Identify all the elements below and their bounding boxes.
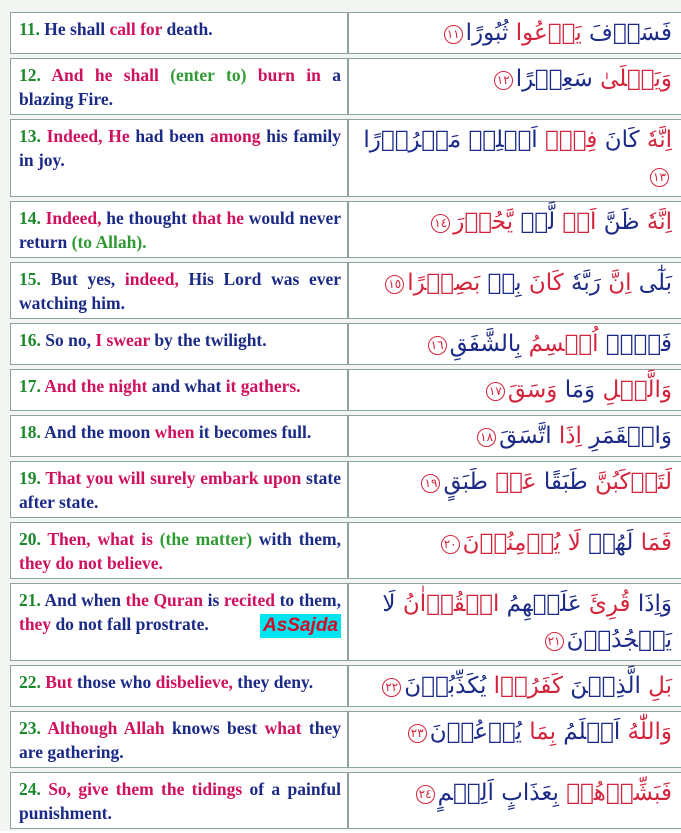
english-translation — [10, 323, 348, 365]
arabic-word: لَا — [382, 591, 396, 617]
arabic-word: اَنۡ — [555, 209, 597, 235]
translation-segment: is — [207, 590, 224, 610]
arabic-word: يُوۡعُوۡنَ — [429, 719, 522, 745]
arabic-word: اِذَا — [551, 423, 582, 449]
arabic-word: ظَنَّ — [596, 209, 640, 235]
verse-number: 21. — [19, 590, 45, 610]
english-translation — [10, 119, 348, 197]
translation-segment: when — [154, 422, 199, 442]
arabic-word: كَفَرُوۡا — [486, 673, 563, 699]
arabic-word: لَهُمۡ — [580, 530, 634, 556]
arabic-word: سَعِيۡرًا — [515, 66, 593, 92]
ayah-end-mark: ٢٣ — [408, 724, 427, 743]
ayah-end-mark: ١٥ — [385, 275, 404, 294]
verse-number: 17. — [19, 376, 45, 396]
english-translation — [10, 772, 348, 829]
arabic-text — [348, 58, 681, 115]
verse-number: 12. — [19, 65, 52, 85]
verse-row — [10, 711, 681, 768]
arabic-word: وَيَصۡلَىٰ — [592, 66, 672, 92]
verse-row — [10, 58, 681, 115]
translation-segment: Then, what is — [47, 529, 160, 549]
arabic-word: فَبَشِّرۡهُمۡ — [558, 780, 672, 806]
arabic-word: اتَّسَقَ — [499, 423, 552, 449]
verse-number: 24. — [19, 779, 49, 799]
verse-number: 14. — [19, 208, 46, 228]
ayah-end-mark: ١٩ — [421, 474, 440, 493]
arabic-word: مَسۡرُوۡرًا — [363, 127, 462, 153]
verse-number: 13. — [19, 126, 47, 146]
translation-segment: Indeed, — [45, 208, 107, 228]
translation-segment: do not fall prostrate. — [55, 614, 209, 634]
arabic-word: اِنَّهٗ — [639, 209, 672, 235]
translation-segment: (to Allah). — [71, 232, 147, 252]
sajda-badge: AsSajda — [260, 614, 341, 638]
translation-segment: it — [225, 376, 241, 396]
arabic-word: طَبَقًا — [536, 469, 588, 495]
verse-row — [10, 262, 681, 319]
ayah-end-mark: ٢٤ — [416, 785, 435, 804]
arabic-text — [348, 323, 681, 365]
translation-segment: So, give them the tidings — [48, 779, 250, 799]
arabic-word: بَصِيۡرًا — [407, 270, 481, 296]
arabic-word: قُرِئَ — [581, 591, 631, 617]
arabic-text — [348, 12, 681, 54]
arabic-word: اَلِيۡمٍ — [437, 780, 494, 806]
arabic-word: فَمَا — [633, 530, 672, 556]
english-translation — [10, 583, 348, 661]
verse-row — [10, 369, 681, 411]
arabic-word: وَمَا — [557, 377, 596, 403]
ayah-end-mark: ٢٢ — [382, 678, 401, 697]
arabic-word: يُؤۡمِنُوۡنَ — [462, 530, 561, 556]
translation-segment: what — [264, 718, 309, 738]
verse-row — [10, 665, 681, 707]
english-translation — [10, 522, 348, 579]
translation-segment: the Quran — [125, 590, 208, 610]
translation-segment: And when — [44, 590, 126, 610]
verse-table-body — [10, 12, 681, 829]
translation-segment: and what — [151, 376, 226, 396]
translation-segment: recited — [223, 590, 280, 610]
arabic-word: فِيۡۤ — [537, 127, 598, 153]
translation-segment: among — [209, 126, 267, 146]
translation-segment: to them, — [279, 590, 341, 610]
english-translation — [10, 461, 348, 518]
translation-segment: those who — [76, 672, 156, 692]
verse-row — [10, 12, 681, 54]
english-translation — [10, 711, 348, 768]
arabic-word: بَلِ — [640, 673, 672, 699]
verse-number: 23. — [19, 718, 48, 738]
translation-segment: they are gathering. — [19, 718, 341, 762]
translation-segment: Indeed, He — [46, 126, 136, 146]
translation-segment: He shall — [44, 19, 110, 39]
arabic-word: وَاِذَا — [630, 591, 672, 617]
arabic-text — [348, 201, 681, 258]
verse-number: 15. — [19, 269, 51, 289]
translation-segment: knows best — [172, 718, 265, 738]
arabic-text — [348, 415, 681, 457]
arabic-word: يُكَذِّبُوۡنَ — [404, 673, 487, 699]
arabic-word: فَلَاۤ — [598, 331, 672, 357]
arabic-word: يَّحُوۡرَ — [453, 209, 514, 235]
translation-segment: Although Allah — [47, 718, 172, 738]
arabic-word: طَبَقٍ — [443, 469, 488, 495]
verse-row — [10, 119, 681, 197]
translation-segment: they — [19, 614, 56, 634]
arabic-text — [348, 583, 681, 661]
translation-segment: disbelieve, — [155, 672, 238, 692]
ayah-end-mark: ٢٠ — [441, 535, 460, 554]
translation-segment: by the twilight. — [154, 330, 267, 350]
translation-segment: And the night — [44, 376, 152, 396]
arabic-text — [348, 772, 681, 829]
translation-segment: it becomes full. — [198, 422, 312, 442]
translation-segment: of a painful punishment. — [19, 779, 341, 823]
arabic-text — [348, 711, 681, 768]
verse-number: 11. — [19, 19, 45, 39]
arabic-word: لَّنۡ — [513, 209, 556, 235]
ayah-end-mark: ١٤ — [431, 214, 450, 233]
english-translation — [10, 415, 348, 457]
verse-row — [10, 415, 681, 457]
arabic-text — [348, 461, 681, 518]
translation-segment: his family in joy. — [19, 126, 341, 170]
translation-segment: call for — [109, 19, 167, 39]
translation-segment: I swear — [95, 330, 155, 350]
ayah-end-mark: ١٧ — [486, 382, 505, 401]
translation-segment: And he shall — [51, 65, 171, 85]
arabic-text — [348, 369, 681, 411]
verse-number: 18. — [19, 422, 45, 442]
arabic-word: الَّذِيۡنَ — [562, 673, 641, 699]
english-translation — [10, 665, 348, 707]
arabic-word: وَسَقَ — [507, 377, 558, 403]
arabic-word: رَبَّهٗ — [563, 270, 601, 296]
verse-row — [10, 461, 681, 518]
arabic-word: ثُبُورًا — [465, 20, 509, 46]
arabic-word: بِالشَّفَقِ — [449, 331, 522, 357]
arabic-word: بِهٖ — [480, 270, 522, 296]
arabic-word: عَنۡ — [487, 469, 537, 495]
verse-row — [10, 522, 681, 579]
verse-row — [10, 201, 681, 258]
translation-segment: with them, — [258, 529, 341, 549]
ayah-end-mark: ١٦ — [428, 336, 447, 355]
arabic-word: كَانَ — [597, 127, 640, 153]
verse-number: 22. — [19, 672, 46, 692]
arabic-text — [348, 522, 681, 579]
arabic-text — [348, 119, 681, 197]
translation-segment: would never return — [19, 208, 342, 252]
ayah-end-mark: ١٨ — [477, 428, 496, 447]
ayah-end-mark: ٢١ — [545, 632, 564, 651]
arabic-word: لَا — [560, 530, 581, 556]
ayah-end-mark: ١٢ — [494, 71, 513, 90]
translation-segment: And the moon — [44, 422, 155, 442]
arabic-word: لَتَرۡكَبُنَّ — [587, 469, 672, 495]
english-translation — [10, 262, 348, 319]
translation-segment: (the matter) — [159, 529, 259, 549]
verse-row — [10, 772, 681, 829]
translation-segment: But yes, — [50, 269, 125, 289]
arabic-word: الۡقُرۡاٰنُ — [395, 591, 500, 617]
verse-table — [10, 8, 681, 833]
arabic-word: يَسۡجُدُوۡنَ — [566, 627, 672, 653]
translation-segment: But — [45, 672, 77, 692]
arabic-word: اِنَّ — [600, 270, 632, 296]
translation-segment: His Lord was ever watching him. — [19, 269, 342, 313]
arabic-word: وَاللّٰهُ — [620, 719, 672, 745]
arabic-word: وَالَّيۡلِ — [595, 377, 672, 403]
verse-number: 20. — [19, 529, 48, 549]
translation-segment: That you will surely embark upon — [45, 468, 307, 488]
translation-segment: death. — [166, 19, 213, 39]
english-translation — [10, 369, 348, 411]
translation-segment: gathers. — [240, 376, 301, 396]
arabic-word: يَدۡعُوا — [508, 20, 582, 46]
translation-segment: a blazing Fire. — [19, 65, 342, 109]
translation-segment: state after state. — [19, 468, 341, 512]
arabic-word: اِنَّهٗ — [639, 127, 672, 153]
arabic-word: عَلَيۡهِمُ — [499, 591, 582, 617]
translation-segment: burn in — [257, 65, 333, 85]
ayah-end-mark: ١٣ — [650, 168, 669, 187]
arabic-word: بِمَا — [521, 719, 556, 745]
arabic-word: اُقۡسِمُ — [521, 331, 599, 357]
translation-segment: they deny. — [237, 672, 314, 692]
english-translation — [10, 12, 348, 54]
arabic-word: اَعۡلَمُ — [556, 719, 621, 745]
translation-segment: he thought — [106, 208, 192, 228]
ayah-end-mark: ١١ — [444, 25, 463, 44]
verse-row — [10, 323, 681, 365]
arabic-word: بِعَذَابٍ — [493, 780, 559, 806]
translation-segment: had been — [135, 126, 210, 146]
arabic-word: كَانَ — [521, 270, 564, 296]
arabic-text — [348, 262, 681, 319]
arabic-word: وَالۡقَمَرِ — [581, 423, 672, 449]
translation-segment: So no, — [45, 330, 96, 350]
arabic-text — [348, 665, 681, 707]
verse-number: 19. — [19, 468, 46, 488]
verse-number: 16. — [19, 330, 46, 350]
translation-segment: (enter to) — [170, 65, 258, 85]
english-translation — [10, 58, 348, 115]
translation-segment: that he — [191, 208, 249, 228]
verse-row — [10, 583, 681, 661]
english-translation — [10, 201, 348, 258]
arabic-word: اَهۡلِهٖ — [461, 127, 538, 153]
translation-segment: they do not believe. — [19, 553, 163, 573]
arabic-word: فَسَوۡفَ — [581, 20, 672, 46]
translation-segment: indeed, — [124, 269, 189, 289]
arabic-word: بَلٰٓى — [631, 270, 672, 296]
